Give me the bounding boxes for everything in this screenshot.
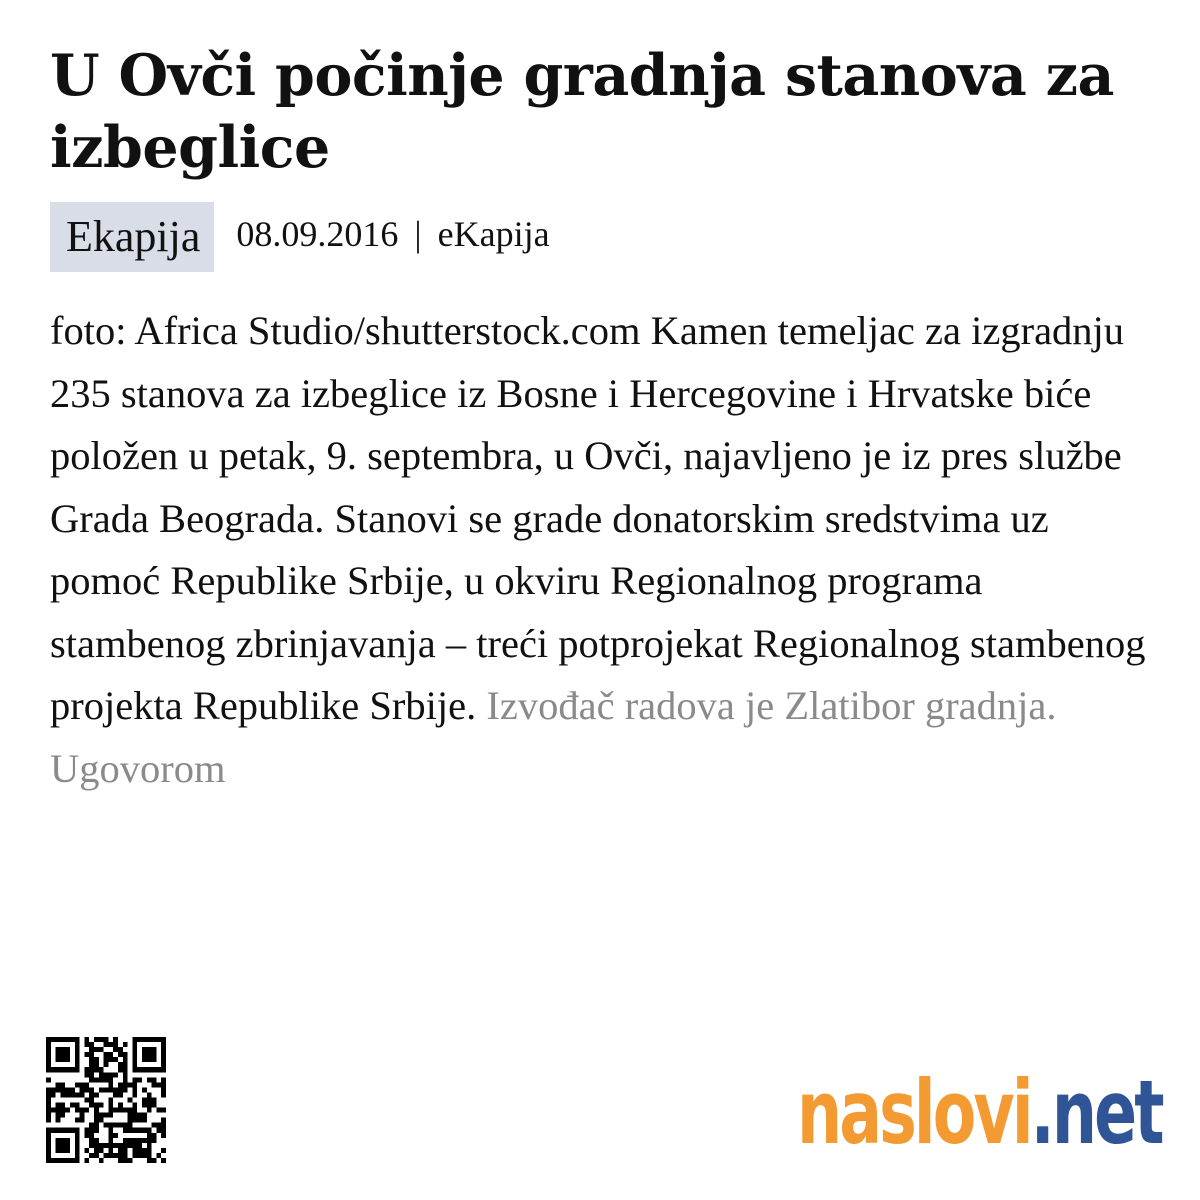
- article-body: [50, 300, 1160, 800]
- meta-info: [236, 216, 549, 252]
- source-name: eKapija: [437, 214, 550, 254]
- meta-separator: |: [414, 214, 422, 254]
- article: [50, 40, 1160, 800]
- source-badge[interactable]: Ekapija: [50, 202, 214, 272]
- article-body-text: foto: Africa Studio/shutterstock.com Kamen temeljac za izgradnju 235 stanova za izbeglice iz Bosne i Hercegovine i Hrvatske biće položen u petak, 9. septembra, u Ovči, najavljeno je iz pres službe Grada Beograda. Stanovi se grade donatorskim sredstvima uz pomoć Republike Srbije, u okviru Regionalnog programa stambenog zbrinjavanja – treći potprojekat Regionalnog stambenog projekta Republike Srbije.: [50, 308, 1146, 728]
- publish-date: 08.09.2016: [236, 214, 399, 254]
- logo-net: .net: [1030, 1061, 1162, 1164]
- qr-code-icon: [46, 1037, 166, 1163]
- naslovi-logo[interactable]: [797, 1063, 1162, 1163]
- article-title: U Ovči počinje gradnja stanova za izbeglice: [50, 42, 1114, 181]
- article-meta: [50, 202, 1160, 272]
- article-body-faded: Izvođač radova je Zlatibor gradnja. Ugovorom: [50, 683, 1057, 791]
- logo-naslovi: naslovi: [797, 1061, 1031, 1164]
